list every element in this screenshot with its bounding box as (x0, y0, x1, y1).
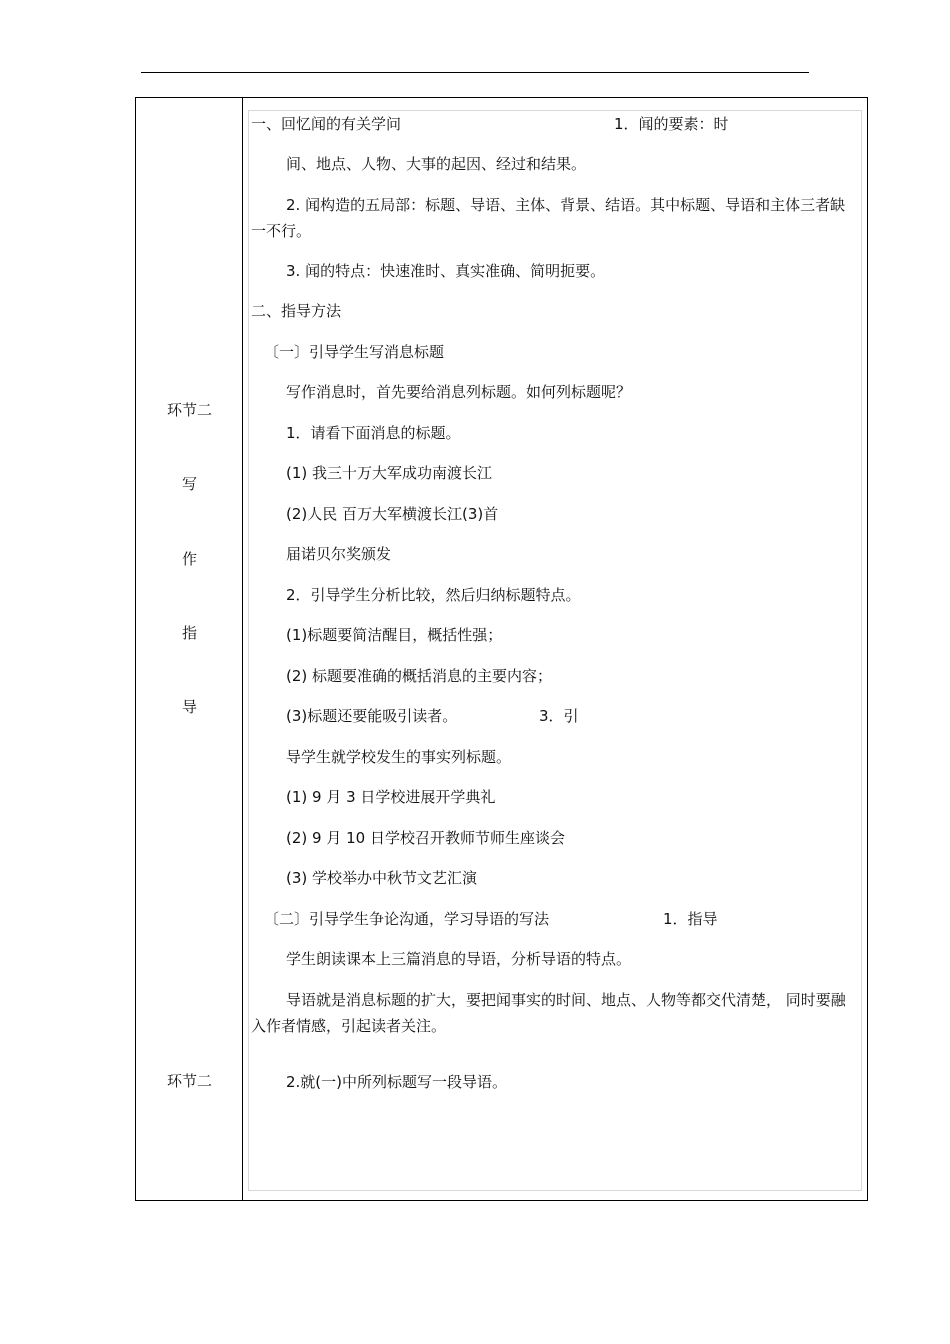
text-line: 2．引导学生分析比较，然后归纳标题特点。 (286, 586, 581, 604)
paragraph-structure: 2. 闻构造的五局部：标题、导语、主体、背景、结语。其中标题、导语和主体三者缺一不行。 (251, 196, 846, 240)
paragraph-lead: 导语就是消息标题的扩大，要把闻事实的时间、地点、人物等都交代清楚， 同时要融入作者情感，引起读者关注。 (251, 991, 846, 1035)
text-line: 3. 闻的特点：快速准时、真实准确、简明扼要。 (286, 262, 606, 280)
text-line: 学生朗读课本上三篇消息的导语，分析导语的特点。 (286, 950, 632, 968)
section-label: 环节二 (166, 401, 212, 419)
text-line: (3) 学校举办中秋节文艺汇演 (286, 869, 478, 887)
text-line: 3．引 (539, 707, 579, 725)
text-line: (3)标题还要能吸引读者。 (286, 707, 458, 725)
header-rule (141, 72, 809, 73)
lesson-table (135, 97, 868, 1201)
subheading-lead: 〔二〕引导学生争论沟通，学习导语的写法 (264, 910, 550, 928)
text-line: 导学生就学校发生的事实列标题。 (286, 748, 512, 766)
section-label-second: 环节二 (166, 1072, 212, 1090)
text-line: (2) 标题要准确的概括消息的主要内容； (286, 667, 553, 685)
section-label-char: 写 (181, 475, 197, 493)
text-line: (2) 9 月 10 日学校召开教师节师生座谈会 (286, 829, 565, 847)
section-label-char: 导 (181, 698, 197, 716)
text-line: 间、地点、人物、大事的起因、经过和结果。 (286, 155, 587, 173)
section-label-char: 作 (181, 550, 197, 568)
text-line: (1)标题要简洁醒目，概括性强； (286, 626, 503, 644)
text-line: (2)人民 百万大军横渡长江(3)首 (286, 505, 499, 523)
text-line: 1．请看下面消息的标题。 (286, 424, 461, 442)
text-line: 1．指导 (663, 910, 718, 928)
heading-recall: 一、回忆闻的有关学问 (251, 115, 402, 133)
heading-methods: 二、指导方法 (251, 302, 342, 320)
text-line: (1) 9 月 3 日学校进展开学典礼 (286, 788, 496, 806)
text-line: 1．闻的要素：时 (614, 115, 729, 133)
text-line: 写作消息时，首先要给消息列标题。如何列标题呢？ (286, 383, 632, 401)
text-line: (1) 我三十万大军成功南渡长江 (286, 464, 493, 482)
section-label-char: 指 (181, 624, 197, 642)
text-line: 2.就(一)中所列标题写一段导语。 (286, 1073, 508, 1091)
section-label-column (136, 98, 243, 1200)
subheading-title: 〔一〕引导学生写消息标题 (264, 343, 445, 361)
text-line: 届诺贝尔奖颁发 (286, 545, 392, 563)
